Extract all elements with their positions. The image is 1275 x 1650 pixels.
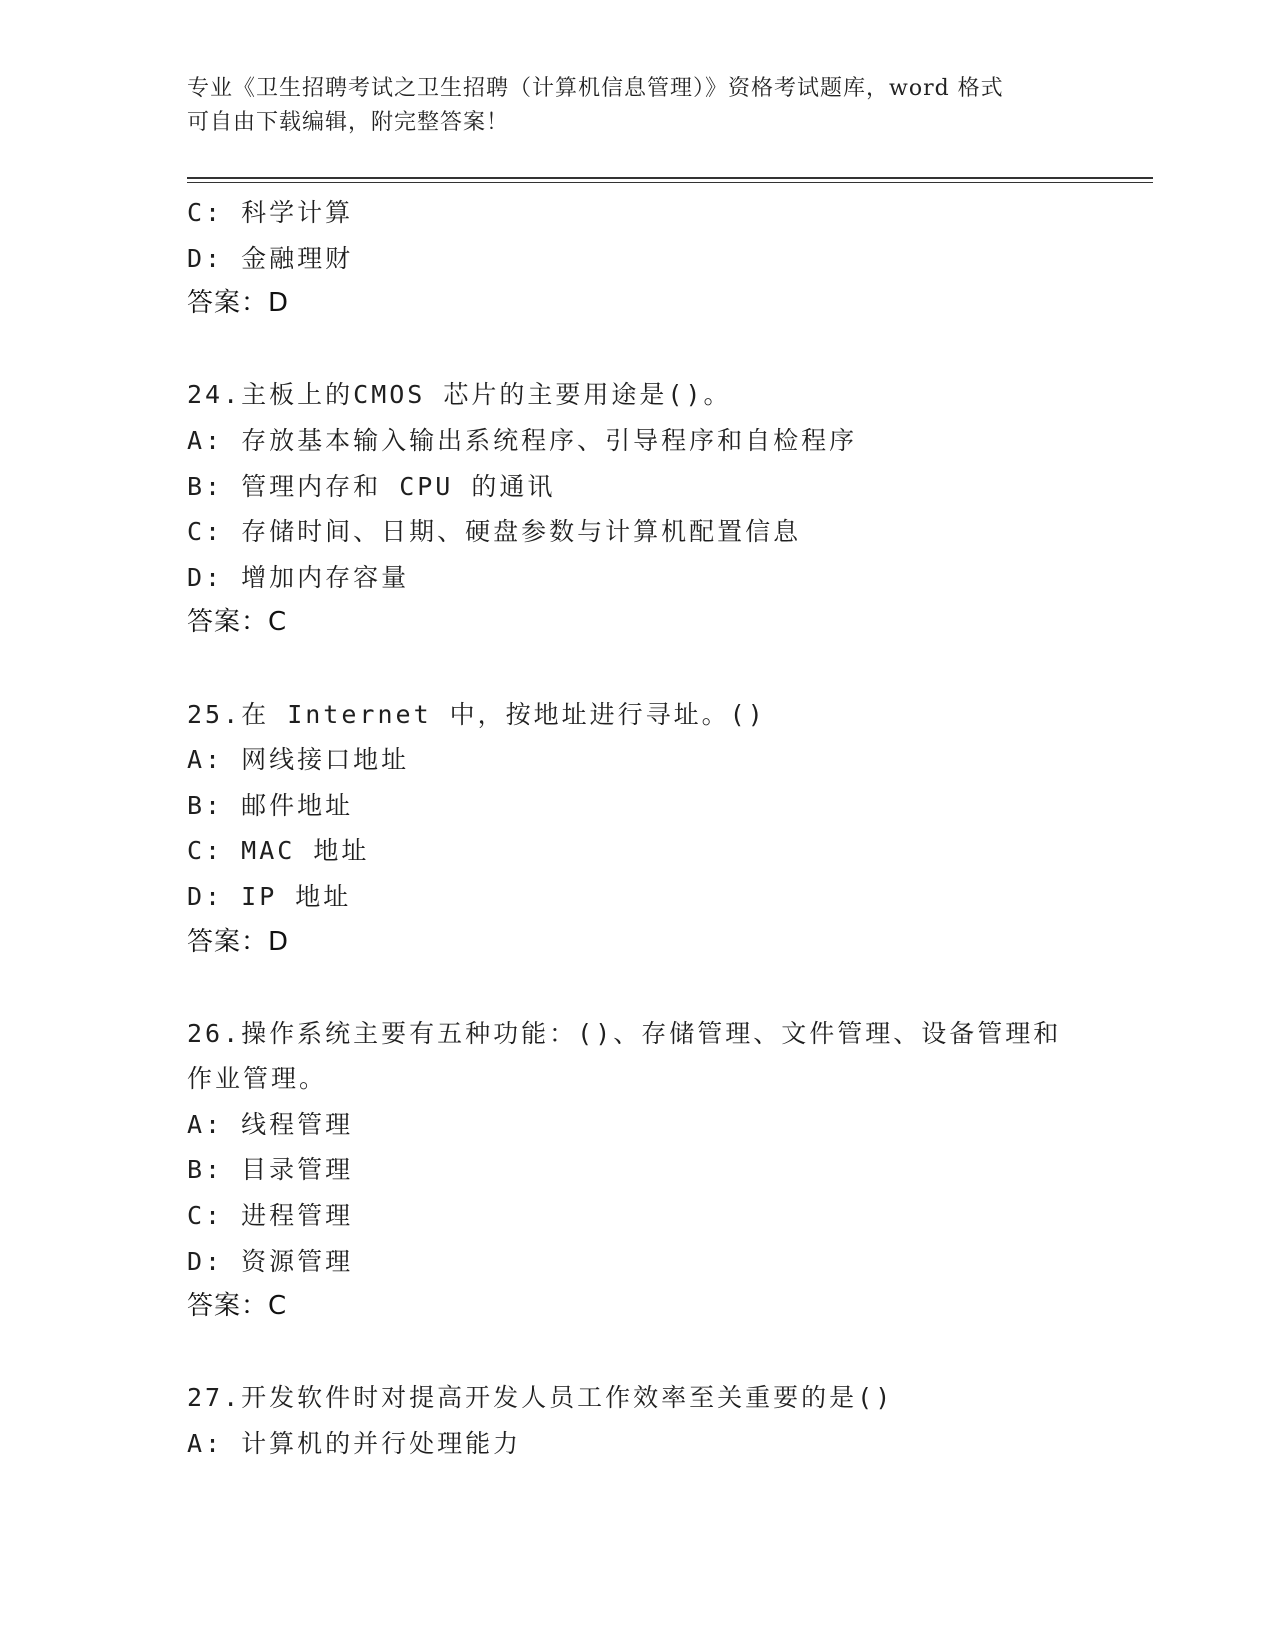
option-a: A: 网线接口地址	[187, 745, 410, 775]
spacer	[187, 327, 1147, 373]
question-26	[187, 1011, 1147, 1330]
option-d: D: 增加内存容量	[187, 562, 410, 592]
option-b: B: 目录管理	[187, 1155, 354, 1185]
option-a: A: 存放基本输入输出系统程序、引导程序和自检程序	[187, 425, 858, 455]
question-text: 24.主板上的CMOS 芯片的主要用途是()。	[187, 380, 732, 410]
header-divider-thin	[187, 182, 1153, 183]
option-a: A: 线程管理	[187, 1109, 354, 1139]
question-27	[187, 1375, 1147, 1466]
question-text-line-2: 作业管理。	[187, 1064, 328, 1094]
header-title-line-1: 专业《卫生招聘考试之卫生招聘（计算机信息管理）》资格考试题库，word 格式	[187, 76, 1004, 101]
question-text-line-1: 26.操作系统主要有五种功能：()、存储管理、文件管理、设备管理和	[187, 1018, 1062, 1048]
question-24	[187, 372, 1147, 646]
answer: 答案：D	[187, 288, 290, 319]
spacer	[187, 965, 1147, 1011]
header-divider-thick	[187, 177, 1153, 179]
spacer	[187, 646, 1147, 692]
question-list	[187, 190, 1147, 1467]
option-d: D: 资源管理	[187, 1246, 354, 1276]
option-c: C: 存储时间、日期、硬盘参数与计算机配置信息	[187, 517, 802, 547]
option-a: A: 计算机的并行处理能力	[187, 1429, 522, 1459]
question-25	[187, 692, 1147, 966]
option-d: D: IP 地址	[187, 881, 352, 911]
spacer	[187, 1330, 1147, 1376]
answer: 答案：D	[187, 926, 290, 957]
question-23	[187, 190, 1147, 327]
option-b: B: 邮件地址	[187, 790, 354, 820]
question-text: 27.开发软件时对提高开发人员工作效率至关重要的是()	[187, 1383, 894, 1413]
answer: 答案：C	[187, 607, 288, 638]
question-text: 25.在 Internet 中，按地址进行寻址。()	[187, 699, 766, 729]
option-d: D: 金融理财	[187, 243, 354, 273]
answer: 答案：C	[187, 1291, 288, 1322]
header-title-line-2: 可自由下载编辑，附完整答案！	[187, 110, 510, 135]
option-b: B: 管理内存和 CPU 的通讯	[187, 471, 556, 501]
option-c: C: 科学计算	[187, 198, 354, 227]
option-c: C: MAC 地址	[187, 836, 370, 866]
document-header	[187, 72, 1087, 140]
option-c: C: 进程管理	[187, 1201, 354, 1231]
